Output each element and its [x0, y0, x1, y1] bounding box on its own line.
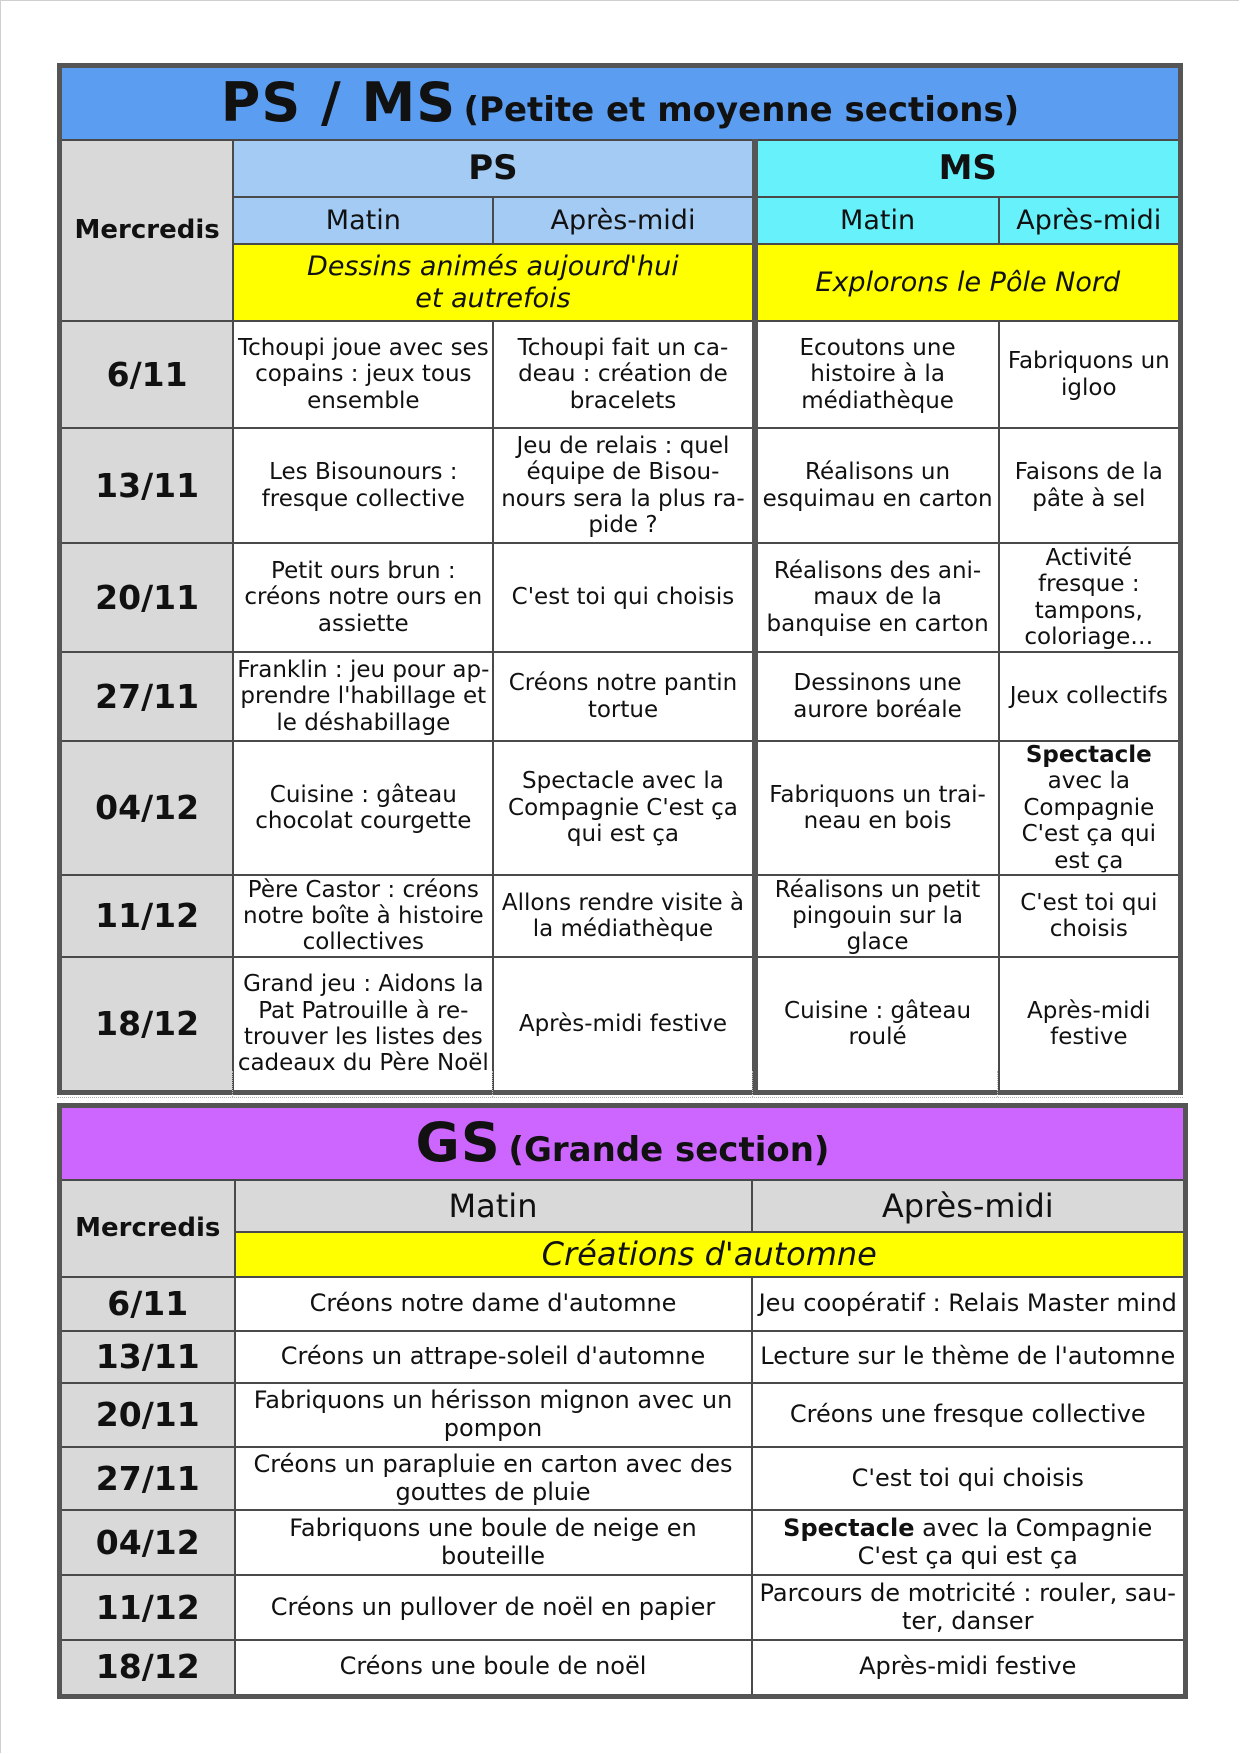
ms-theme: Explorons le Pôle Nord	[755, 244, 1181, 321]
day-cell: 27/11	[60, 1447, 235, 1510]
ps-header: PS	[233, 140, 754, 197]
ms-morning-activity: Réalisons des ani-maux de la banquise en carton	[755, 543, 999, 652]
day-cell: 11/12	[60, 875, 234, 957]
day-cell: 6/11	[60, 321, 234, 428]
ms-afternoon-header: Après-midi	[999, 197, 1181, 244]
table-row	[60, 1510, 1186, 1575]
ms-afternoon-activity: Jeux collectifs	[999, 652, 1181, 741]
table-row	[60, 1447, 1186, 1510]
ps-morning-activity: Petit ours brun : créons notre ours en assiette	[233, 543, 493, 652]
ms-morning-activity: Réalisons un esquimau en carton	[755, 428, 999, 543]
table-row	[60, 321, 1181, 428]
gs-morning-header: Matin	[235, 1180, 752, 1232]
ps-morning-activity: Les Bisounours : fresque collective	[233, 428, 493, 543]
ps-afternoon-activity: C'est toi qui choisis	[493, 543, 754, 652]
gs-title-sub: (Grande section)	[508, 1130, 830, 1171]
gs-title-main: GS	[415, 1111, 501, 1175]
table-row	[60, 741, 1181, 875]
ms-afternoon-activity	[999, 741, 1181, 875]
table-separator-strip	[57, 1071, 1183, 1098]
ps-afternoon-activity: Après-midi festive	[493, 957, 754, 1092]
gs-afternoon-activity: Créons une fresque collective	[752, 1383, 1186, 1447]
day-cell: 27/11	[60, 652, 234, 741]
gs-morning-activity: Créons un attrape-soleil d'automne	[235, 1331, 752, 1383]
day-cell: 6/11	[60, 1277, 235, 1331]
ms-afternoon-activity: Fabriquons un igloo	[999, 321, 1181, 428]
ps-afternoon-activity: Créons notre pantin tortue	[493, 652, 754, 741]
gs-theme: Créations d'automne	[235, 1232, 1186, 1277]
ms-afternoon-activity: Faisons de la pâte à sel	[999, 428, 1181, 543]
ms-morning-activity: Dessinons une aurore boréale	[755, 652, 999, 741]
day-cell: 11/12	[60, 1575, 235, 1640]
gs-morning-activity: Créons un parapluie en carton avec des gouttes de pluie	[235, 1447, 752, 1510]
ps-ms-title-main: PS / MS	[220, 71, 457, 135]
day-column-header: Mercredis	[60, 140, 234, 321]
day-cell: 13/11	[60, 428, 234, 543]
day-cell: 04/12	[60, 1510, 235, 1575]
ms-header: MS	[755, 140, 1181, 197]
ms-morning-activity: Fabriquons un trai-neau en bois	[755, 741, 999, 875]
table-row	[60, 652, 1181, 741]
ps-afternoon-activity: Tchoupi fait un ca-deau : création de bracelets	[493, 321, 754, 428]
gs-afternoon-activity: Jeu coopératif : Relais Master mind	[752, 1277, 1186, 1331]
ms-morning-header: Matin	[755, 197, 999, 244]
ps-ms-title	[60, 66, 1181, 141]
day-cell: 20/11	[60, 1383, 235, 1447]
gs-afternoon-activity-rest: avec la Compagnie C'est ça qui est ça	[857, 1513, 1153, 1570]
ps-afternoon-activity: Allons rendre visite à la médiathèque	[493, 875, 754, 957]
ps-morning-activity: Franklin : jeu pour ap-prendre l'habillage et le déshabillage	[233, 652, 493, 741]
table-row	[60, 1277, 1186, 1331]
gs-schedule-table	[57, 1103, 1188, 1699]
gs-morning-activity: Créons une boule de noël	[235, 1640, 752, 1696]
ps-theme-line2: et autrefois	[415, 282, 571, 314]
spectacle-label: Spectacle	[783, 1513, 915, 1542]
day-cell: 13/11	[60, 1331, 235, 1383]
table-row	[60, 1640, 1186, 1696]
ps-theme-line1: Dessins animés aujourd'hui	[307, 251, 679, 283]
ps-morning-activity: Cuisine : gâteau chocolat courgette	[233, 741, 493, 875]
gs-afternoon-activity: Après-midi festive	[752, 1640, 1186, 1696]
day-cell: 04/12	[60, 741, 234, 875]
gs-morning-activity: Fabriquons un hérisson mignon avec un pompon	[235, 1383, 752, 1447]
gs-afternoon-activity: Parcours de motricité : rouler, sau-ter, danser	[752, 1575, 1186, 1640]
gs-morning-activity: Créons un pullover de noël en papier	[235, 1575, 752, 1640]
ms-afternoon-activity-rest: avec la Compagnie C'est ça qui est ça	[1021, 768, 1157, 874]
gs-afternoon-activity: Lecture sur le thème de l'automne	[752, 1331, 1186, 1383]
gs-title	[60, 1106, 1186, 1181]
gs-afternoon-header: Après-midi	[752, 1180, 1186, 1232]
ms-afternoon-activity: C'est toi qui choisis	[999, 875, 1181, 957]
table-row	[60, 1383, 1186, 1447]
ms-morning-activity: Réalisons un petit pingouin sur la glace	[755, 875, 999, 957]
ps-morning-activity: Père Castor : créons notre boîte à histoire collectives	[233, 875, 493, 957]
ps-afternoon-activity: Spectacle avec la Compagnie C'est ça qui est ça	[493, 741, 754, 875]
day-cell: 18/12	[60, 957, 234, 1092]
day-cell: 18/12	[60, 1640, 235, 1696]
day-cell: 20/11	[60, 543, 234, 652]
ps-ms-title-sub: (Petite et moyenne sections)	[463, 90, 1020, 131]
gs-afternoon-activity: C'est toi qui choisis	[752, 1447, 1186, 1510]
table-row	[60, 1331, 1186, 1383]
gs-day-column-header: Mercredis	[60, 1180, 235, 1277]
ps-afternoon-header: Après-midi	[493, 197, 754, 244]
table-row	[60, 1575, 1186, 1640]
gs-morning-activity: Fabriquons une boule de neige en bouteille	[235, 1510, 752, 1575]
ps-morning-activity: Grand jeu : Aidons la Pat Patrouille à re-trouver les listes des cadeaux du Père Noël	[233, 957, 493, 1092]
ms-morning-activity: Cuisine : gâteau roulé	[755, 957, 999, 1092]
gs-afternoon-activity	[752, 1510, 1186, 1575]
ps-morning-header: Matin	[233, 197, 493, 244]
ps-morning-activity: Tchoupi joue avec ses copains : jeux tous ensemble	[233, 321, 493, 428]
table-row	[60, 428, 1181, 543]
table-row	[60, 543, 1181, 652]
ms-morning-activity: Ecoutons une histoire à la médiathèque	[755, 321, 999, 428]
ps-ms-schedule-table	[57, 63, 1183, 1095]
table-row	[60, 875, 1181, 957]
ps-afternoon-activity: Jeu de relais : quel équipe de Bisou-nours sera la plus ra-pide ?	[493, 428, 754, 543]
spectacle-label: Spectacle	[1025, 742, 1152, 768]
gs-morning-activity: Créons notre dame d'automne	[235, 1277, 752, 1331]
ps-theme	[233, 244, 754, 321]
ms-afternoon-activity: Activité fresque : tampons, coloriage…	[999, 543, 1181, 652]
ms-afternoon-activity: Après-midi festive	[999, 957, 1181, 1092]
